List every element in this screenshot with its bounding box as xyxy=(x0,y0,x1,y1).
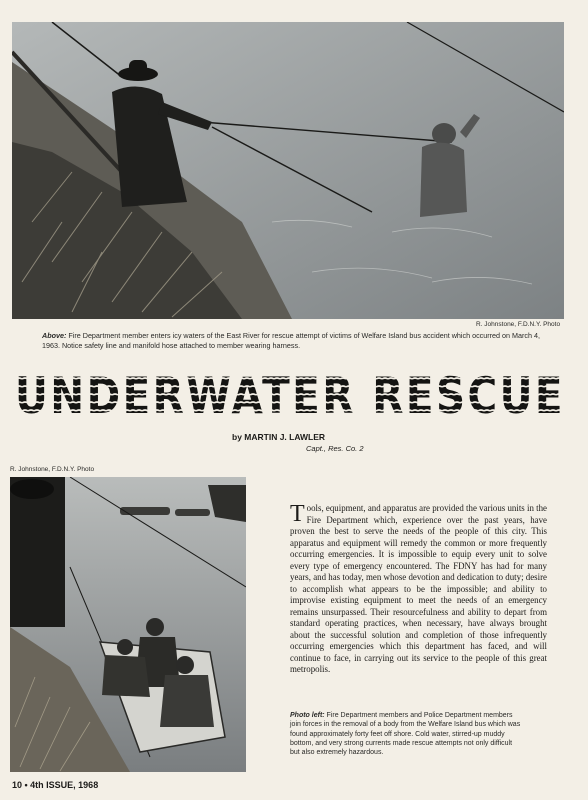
article-text: ools, equipment, and apparatus are provided the various units in the Fire Department which, experience over the past years, have proven the best to serve the needs of the people of this city. This apparatus and equipment will remedy the common or more frequently occurring emergencies. It is impossible to equip every unit to solve every type of emergency encountered. The FDNY has had for many years, and has today, men whose devotion and dedication to duty; desire to accomplish what appears to be the impossible; and ability to improvise existing equipment to meet the needs of an emergency remains unsurpassed. Their resourcefulness and ability to depart from standard operating practices, when necessary, have always brought about the successful solution and completion of those infrequently occurring emergencies which this department has faced, and will continue to face, in carrying out its service to the people of this great metropolis. xyxy=(290,503,547,674)
headline xyxy=(10,366,570,426)
top-caption-text: Fire Department member enters icy waters of the East River for rescue attempt of victims of Welfare Island bus accident which occurred on March 4, 1963. Notice safety line and manifold hose attached to member wearing harness. xyxy=(42,331,541,350)
page-folio: 10 • 4th ISSUE, 1968 xyxy=(12,780,99,790)
headline-text: UNDERWATER RESCUE xyxy=(15,367,565,425)
boat-recovery-illustration xyxy=(10,477,246,772)
top-photo-caption xyxy=(42,331,542,351)
top-rescue-photo xyxy=(12,22,564,319)
article-dropcap: T xyxy=(290,501,305,527)
left-photo-caption xyxy=(290,711,522,757)
river-rescue-illustration xyxy=(12,22,564,319)
article-body xyxy=(290,503,547,676)
byline-author: by MARTIN J. LAWLER xyxy=(232,432,326,442)
top-caption-lead: Above: xyxy=(42,331,67,340)
left-rescue-photo xyxy=(10,477,246,772)
left-photo-credit: R. Johnstone, F.D.N.Y. Photo xyxy=(10,466,95,473)
left-caption-text: Fire Department members and Police Department members join forces in the removal of a body from the Welfare Island bus which was found approximately forty feet off shore. Cold water, stirred-up muddy bottom, and very strong currents made rescue attempts not only difficult but also extremely hazardous. xyxy=(290,712,521,757)
byline-title: Capt., Res. Co. 2 xyxy=(306,444,364,453)
left-caption-lead: Photo left: xyxy=(290,712,325,719)
top-photo-credit: R. Johnstone, F.D.N.Y. Photo xyxy=(476,321,561,328)
